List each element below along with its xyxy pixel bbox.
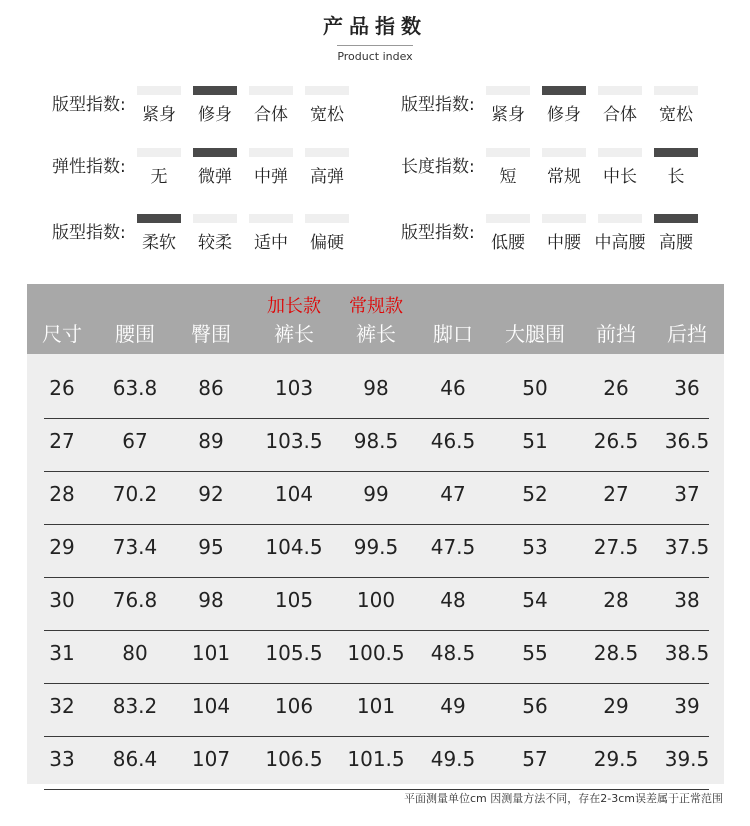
index-label: 长度指数: [401,157,475,177]
table-cell: 101 [191,641,231,665]
table-cell: 32 [49,694,75,718]
table-cell: 46 [440,376,466,400]
index-row [52,144,372,187]
index-option [542,86,586,125]
column-header: 前挡 [596,322,636,346]
index-option [137,86,181,125]
table-cell: 98.5 [353,429,399,453]
index-option [137,214,181,253]
table-cell: 38 [674,588,700,612]
index-indicator [486,148,530,157]
index-indicator [654,86,698,95]
table-cell: 92 [198,482,224,506]
table-cell: 27.5 [593,535,639,559]
table-row [44,472,709,525]
index-row [401,82,721,125]
table-cell: 27 [49,429,75,453]
table-cell: 36.5 [664,429,710,453]
index-indicator-selected [137,214,181,223]
index-option [654,148,698,187]
regular-version-note: 常规款 [349,296,403,317]
index-option [598,148,642,187]
index-indicator [137,86,181,95]
table-cell: 29.5 [593,747,639,771]
table-cell: 106.5 [265,747,323,771]
index-indicator [249,214,293,223]
index-option [305,148,349,187]
table-cell: 76.8 [112,588,158,612]
table-cell: 26.5 [593,429,639,453]
table-cell: 26 [49,376,75,400]
index-option-label: 合体 [254,105,288,125]
index-label: 版型指数: [401,95,475,115]
page-header [0,10,750,64]
index-option [542,214,586,253]
index-option-label: 偏硬 [310,233,344,253]
table-cell: 52 [522,482,548,506]
index-indicator-selected [193,86,237,95]
index-indicator [305,86,349,95]
table-cell: 106 [274,694,314,718]
index-option [193,86,237,125]
product-index-panel [0,82,750,262]
index-option [193,214,237,253]
table-row [44,631,709,684]
table-cell: 46.5 [430,429,476,453]
table-cell: 54 [522,588,548,612]
table-cell: 104.5 [265,535,323,559]
column-header: 腰围 [115,322,155,346]
table-cell: 29 [603,694,629,718]
table-cell: 48 [440,588,466,612]
table-cell: 30 [49,588,75,612]
table-row [44,684,709,737]
index-indicator [305,148,349,157]
table-cell: 101.5 [347,747,405,771]
table-cell: 100 [356,588,396,612]
table-row [44,525,709,578]
index-indicator [249,148,293,157]
table-cell: 107 [191,747,231,771]
table-cell: 50 [522,376,548,400]
index-row [401,144,721,187]
column-header: 大腿围 [505,322,565,346]
table-cell: 28 [49,482,75,506]
index-option [486,86,530,125]
index-option [305,214,349,253]
index-indicator [598,148,642,157]
index-option [249,214,293,253]
table-cell: 95 [198,535,224,559]
table-cell: 70.2 [112,482,158,506]
index-indicator [249,86,293,95]
table-cell: 36 [674,376,700,400]
index-option-label: 较柔 [198,233,232,253]
table-cell: 31 [49,641,75,665]
index-option-label: 微弹 [198,167,232,187]
table-cell: 27 [603,482,629,506]
long-version-note: 加长款 [267,296,321,317]
table-cell: 53 [522,535,548,559]
table-cell: 80 [122,641,148,665]
index-option [542,148,586,187]
index-indicator [486,86,530,95]
index-option-label: 低腰 [491,233,525,253]
size-table-header [27,284,724,354]
table-cell: 51 [522,429,548,453]
index-indicator [193,214,237,223]
page-subtitle: Product index [337,45,412,63]
table-cell: 103.5 [265,429,323,453]
table-cell: 56 [522,694,548,718]
table-cell: 63.8 [112,376,158,400]
index-option-label: 无 [150,167,168,187]
index-indicator [137,148,181,157]
table-cell: 28 [603,588,629,612]
size-table [27,284,724,784]
column-header: 臀围 [191,322,231,346]
index-label: 版型指数: [52,95,126,115]
index-option [193,148,237,187]
table-cell: 47.5 [430,535,476,559]
table-cell: 29 [49,535,75,559]
index-option-label: 中高腰 [594,233,646,253]
column-header: 裤长 [356,322,396,346]
index-option [249,86,293,125]
index-option-label: 宽松 [310,105,344,125]
index-option-label: 紧身 [142,105,176,125]
table-cell: 49.5 [430,747,476,771]
table-cell: 57 [522,747,548,771]
table-row [44,737,709,790]
table-cell: 98 [363,376,389,400]
size-table-body [44,366,709,790]
index-indicator-selected [654,214,698,223]
index-option [249,148,293,187]
table-cell: 99.5 [353,535,399,559]
measurement-footnote: 平面测量单位cm 因测量方法不同，存在2-3cm误差属于正常范围 [404,792,723,805]
index-option [598,86,642,125]
index-indicator [542,214,586,223]
index-indicator-selected [542,86,586,95]
column-header: 尺寸 [42,322,82,346]
index-row [401,210,721,253]
table-cell: 37 [674,482,700,506]
table-cell: 104 [191,694,231,718]
column-header: 后挡 [667,322,707,346]
table-cell: 55 [522,641,548,665]
table-cell: 99 [363,482,389,506]
table-cell: 89 [198,429,224,453]
table-cell: 105 [274,588,314,612]
index-option [305,86,349,125]
table-cell: 67 [122,429,148,453]
index-option-label: 高弹 [310,167,344,187]
table-cell: 103 [274,376,314,400]
table-cell: 37.5 [664,535,710,559]
index-option-label: 短 [499,167,517,187]
index-label: 弹性指数: [52,157,126,177]
table-cell: 28.5 [593,641,639,665]
index-indicator-selected [654,148,698,157]
table-row [44,578,709,631]
table-cell: 48.5 [430,641,476,665]
index-indicator [542,148,586,157]
table-cell: 39 [674,694,700,718]
index-option-label: 修身 [198,105,232,125]
table-cell: 49 [440,694,466,718]
index-option-label: 适中 [254,233,288,253]
index-option [594,214,646,253]
table-cell: 98 [198,588,224,612]
index-option-label: 宽松 [659,105,693,125]
index-option-label: 柔软 [142,233,176,253]
index-option [486,148,530,187]
column-header: 裤长 [274,322,314,346]
index-option [486,214,530,253]
table-cell: 86 [198,376,224,400]
table-cell: 33 [49,747,75,771]
table-cell: 73.4 [112,535,158,559]
column-header: 脚口 [433,322,473,346]
index-indicator-selected [193,148,237,157]
table-cell: 47 [440,482,466,506]
index-indicator [305,214,349,223]
index-row [52,82,372,125]
index-option-label: 中腰 [547,233,581,253]
index-option-label: 修身 [547,105,581,125]
table-cell: 39.5 [664,747,710,771]
table-cell: 104 [274,482,314,506]
index-option-label: 合体 [603,105,637,125]
table-cell: 100.5 [347,641,405,665]
index-label: 版型指数: [52,223,126,243]
table-cell: 86.4 [112,747,158,771]
index-indicator [598,214,642,223]
table-cell: 105.5 [265,641,323,665]
index-option [654,214,698,253]
index-option-label: 长 [667,167,685,187]
index-option [654,86,698,125]
table-cell: 26 [603,376,629,400]
index-indicator [598,86,642,95]
table-cell: 101 [356,694,396,718]
index-row [52,210,372,253]
index-option-label: 紧身 [491,105,525,125]
table-cell: 38.5 [664,641,710,665]
index-option [137,148,181,187]
table-cell: 83.2 [112,694,158,718]
index-option-label: 高腰 [659,233,693,253]
index-option-label: 常规 [547,167,581,187]
index-option-label: 中长 [603,167,637,187]
table-row [44,366,709,419]
page-title: 产品指数 [323,14,427,38]
index-label: 版型指数: [401,223,475,243]
index-indicator [486,214,530,223]
index-option-label: 中弹 [254,167,288,187]
table-row [44,419,709,472]
